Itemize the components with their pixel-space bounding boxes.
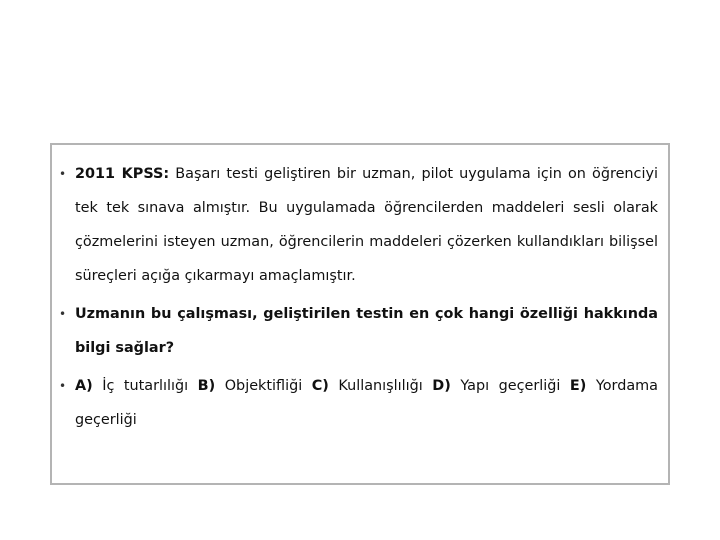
option-a-letter: A) <box>75 378 93 394</box>
option-c-text: Kullanışlılığı <box>328 378 433 394</box>
bullet-dot: • <box>59 379 67 393</box>
question-prompt-bullet <box>57 297 658 365</box>
answer-options-bullet <box>57 369 658 437</box>
option-d-letter: D) <box>432 378 451 394</box>
bullet-dot: • <box>59 167 67 181</box>
question-box <box>50 143 670 485</box>
bullet-dot: • <box>59 307 67 321</box>
question-prompt-text: Uzmanın bu çalışması, geliştirilen testin en çok hangi özelliği hakkında bilgi sağlar? <box>75 306 658 356</box>
exam-source-label: 2011 KPSS: <box>75 166 170 182</box>
option-e-text: Yordama geçerliği <box>75 378 658 428</box>
question-stem-bullet <box>57 157 658 293</box>
question-stem-text: Başarı testi geliştiren bir uzman, pilot uygulama için on öğrenciyi tek tek sınava almıştır. Bu uygulamada öğrencilerden maddeleri sesli olarak çözmelerini isteyen uzman, öğrencilerin maddeleri çözerken kullandıkları bilişsel süreçleri açığa çıkarmayı amaçlamıştır. <box>75 166 658 284</box>
question-bullets <box>52 157 668 437</box>
option-b-text: Objektifliği <box>215 378 312 394</box>
option-c-letter: C) <box>311 378 329 394</box>
option-a-text: İç tutarlılığı <box>92 378 198 394</box>
option-d-text: Yapı geçerliği <box>450 378 570 394</box>
option-b-letter: B) <box>197 378 216 394</box>
option-e-letter: E) <box>569 378 587 394</box>
